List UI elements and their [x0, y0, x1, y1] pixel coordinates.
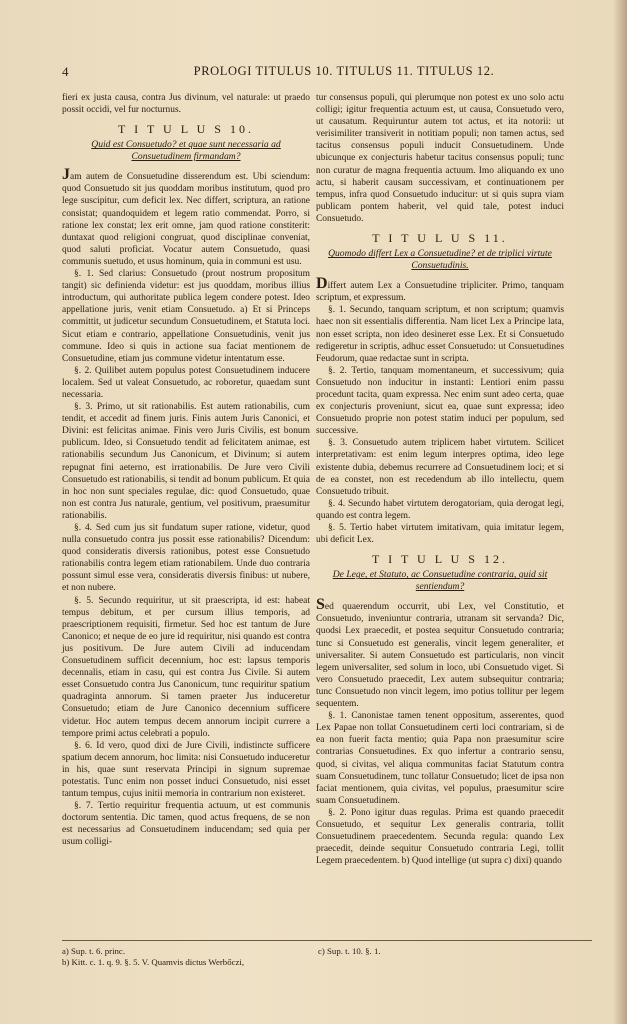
left-column — [62, 92, 310, 849]
footnote-c: c) Sup. t. 10. §. 1. — [318, 946, 381, 956]
title-11-par-5: §. 5. Tertio habet virtutem imitativam, quia imitatur legem, ubi deficit Lex. — [316, 523, 564, 546]
title-11-intro — [316, 275, 564, 304]
title-12-subtitle: De Lege, et Statuto, ac Consuetudine contraria, quid sit sentiendum? — [332, 569, 548, 593]
page-edge-shadow — [613, 0, 627, 1024]
footnotes-left — [62, 946, 312, 968]
right-lead-text: tur consensus populi, qui plerumque non potest ex uno solo actu colligi; igitur frequentia actuum est, ut causa, Consuetudo vero, ut causatum. Requiruntur autem tot actus, et ita notorii: ut verisimiliter transiverit in notitiam populi; non tamen actus, sed tacitus consensus populi inducit Consuetudinem. Unde ubicunque ex conjecturis habetur tacitus consensus populi; tunc non curatur de magna frequentia actuum. Imo aliquando ex uno actu, si haberit causam successivam, et continuationem per tempus, infra quod Consuetudo inducitur: ut si quis supra viam publicam pontem haberit, vel quid tale, potest induci Consuetudo. — [316, 93, 564, 224]
page-header — [62, 64, 592, 82]
footnote-rule — [62, 940, 592, 941]
footnote-a: a) Sup. t. 6. princ. — [62, 946, 126, 956]
title-11-par-3: §. 3. Consuetudo autem triplicem habet virtutem. Scilicet interpretativam: est enim legum interpres optima, ideo lege existente dubia, debemus recurrere ad Consuetudinem loci; et si de ea constet, non est recedendum ab illo intellectu, quem Consuetudo tribuit. — [316, 438, 564, 497]
title-12-par-2: §. 2. Pono igitur duas regulas. Prima est quando praecedit Consuetudo, et sequitur Lex generalis contraria, tollit Consuetudinem praecedentem. Secunda regula: quando Lex praecedit, deinde sequitur Consuetudo contraria Legi, tollit Legem praecedentem. b) Quod intellige (ut supra c) dixi) quando — [316, 807, 564, 867]
title-12-intro — [316, 596, 564, 710]
running-title: PROLOGI TITULUS 10. TITULUS 11. TITULUS 12. — [193, 64, 495, 78]
title-10-par-7: §. 7. Tertio requiritur frequentia actuum, ut est communis doctorum sententia. Dic tamen, quod actus frequens, de se non est necessarius ad Consuetudinem inducendam; sed quia per usum colligi- — [62, 801, 310, 848]
title-10-par-1: §. 1. Sed clarius: Consuetudo (prout nostrum propositum tangit) sic definienda videtur: est jus quoddam, moribus illius introductum, qui authoritate publica legem condere potest. Ideo appellatione juris, venit etiam Consuetudo. a) Et si Princeps committit, ut judicetur secundum Consuetudinem, et Statuta loci. Sicut etiam e contrario, appellatione Consuetudinis, venit jus commune. Ideo si quis in actione sua faciat mentionem de Consuetudine, etiam jus commune videtur intentatum esse. — [62, 269, 310, 364]
footnotes-right — [318, 946, 568, 957]
right-column — [316, 92, 564, 867]
dropcap-j: J — [62, 166, 70, 184]
title-10-subtitle: Quid est Consuetudo? et quae sunt necessaria ad Consuetudinem firmandam? — [91, 139, 281, 163]
title-10-par-5: §. 5. Secundo requiritur, ut sit praescripta, id est: habeat tempus debitum, et per cursum illius temporis, ad praescriptionem requisiti, firmetur. Sed hoc est tantum de Jure Canonico; et neque de eo jure id requiritur, nisi quando est contra jus positivum. De Jure autem Civili ad inducendam Consuetudinem sufficit decennium, hoc est: lapsus temporis decennalis, etiam in casu, qui est contra Jus Civile. Si autem esset Consuetudo contra Jus Canonicum, tunc requiritur spatium quadraginta annorum. Si tamen praeter Jus induceretur Consuetudo; etiam de Jure Canonico decennium sufficere videtur. Hoc autem tempus decem annorum incipit currere a tempore primi actus celebrati a populo. — [62, 595, 310, 739]
title-10-intro — [62, 166, 310, 268]
title-10-par-3: §. 3. Primo, ut sit rationabilis. Est autem rationabilis, cum tendit, et accedit ad finem juris. Finis autem Juris Canonici, et Divini: est felicitas animae. Finis vero Juris Civilis, est bonum publicum. Ideo, si Consuetudo tendit ad felicitatem animae, est rationabilis secundum Jus Canonicum, et Divinum; si autem repugnat fini aeterno, est irrationabilis. De Jure vero Civili Consuetudo est rationabilis, si tendit ad bonum publicum. Et quia in hoc non sunt speciales regulae, dic: quod Consuetudo, quae non est contra Jus naturale, gentium, vel positivum, praesumitur rationabilis. — [62, 402, 310, 521]
title-10-par-4: §. 4. Sed cum jus sit fundatum super ratione, videtur, quod nulla consuetudo contra jus possit esse rationabilis? Dicendum: quod consideratis diversis rationibus, potest esse Consuetudo rationabilis contra legem etiam rationabilem. Unde duo contraria possunt simul esse vera, consideratis diversis finibus: ut nubere, et non nubere. — [62, 523, 310, 594]
title-11-heading: T I T U L U S 11. — [372, 231, 508, 246]
title-12-intro-text: ed quaerendum occurrit, ubi Lex, vel Constitutio, et Consuetudo, inveniuntur contraria, utranam sit servanda? Dic, quodsi Lex praecedit, et postea sequitur Consuetudo contraria; tunc si Consuetudo est generalis, vincit legem generaliter, et universaliter. Si autem Consuetudo est particularis, non vincit legem universaliter, sed solum in loco, ubi Consuetudo viget. Si vero Consuetudo praecedit, Lex autem subsequitur contraria; tunc Consuetudo non vincit legem, imo potius tollitur per legem sequentem. — [316, 602, 564, 710]
footnote-b: b) Kitt. c. 1. q. 9. §. 5. V. Quamvis dictus Werbőczi, — [62, 957, 245, 967]
title-11-par-2: §. 2. Tertio, tanquam momentaneum, et successivum; quia Consuetudo non inducitur in instanti: Lentiori enim passu procedunt tacita, quam expressa. Nec enim sunt adeo certa, quae ex conjecturis proveniunt, sicut ea, quae sunt expressa; ideo Consuetudo proprie non potest statim induci per populum, sed successive. — [316, 365, 564, 437]
title-10-par-2: §. 2. Quilibet autem populus potest Consuetudinem inducere localem. Sed ut valeat Consuetudo, ac roboretur, quaedam sunt necessaria. — [62, 365, 310, 400]
title-11-par-4: §. 4. Secundo habet virtutem derogatoriam, quia derogat legi, quando est contra legem. — [316, 498, 564, 521]
title-12-heading: T I T U L U S 12. — [372, 552, 508, 567]
title-10-intro-text: am autem de Consuetudine disserendum est. Ubi sciendum: quod Consuetudo sit jus quoddam moribus institutum, quod pro lege suscipitur, cum deficit lex. Nec differt, scriptura, an ratione consistat; quandoquidem et legem ratio commendat. Porro, si ratione lex constat; lex erit omne, jam quod ratione constiterit: duntaxat quod religioni congruat, quod disciplinae conveniat, quod saluti proficiat. Vocatur autem Consuetudo, quasi communis suetudo, et usus hominum, quia in communi est usu. — [62, 172, 310, 267]
page-number: 4 — [62, 64, 69, 79]
title-12-par-1: §. 1. Canonistae tamen tenent oppositum, asserentes, quod Lex Papae non tollat Consuetudinem certi loci contrariam, si de ea non fuerit facta mentio; quia Papa non praesumitur scire contrarias Consuetudines. Ex quo infertur a contrario sensu, quod, si civitas, vel aliqua communitas faciat Statutum contra suam Consuetudinem, tunc tollatur Consuetudo; licet de ipsa non faciat mentionem, quia civitas, vel populus, praesumitur scire suam Consuetudinem. — [316, 711, 564, 806]
left-lead-text: fieri ex justa causa, contra Jus divinum, vel naturale: ut praedo possit occidi, vel fur nocturnus. — [62, 93, 310, 116]
title-10-par-6: §. 6. Id vero, quod dixi de Jure Civili, indistincte sufficere spatium decem annorum, hoc limita: nisi Consuetudo induceretur in his, quae sunt reservata Principi in signum supremae potestatis. Tunc enim non posset induci Consuetudo, nisi esset tantum tempus, cujus initii memoria in contrarium non existeret. — [62, 740, 310, 800]
title-10-heading: T I T U L U S 10. — [118, 122, 254, 137]
title-11-par-1: §. 1. Secundo, tanquam scriptum, et non scriptum; quamvis haec non sit essentialis differentia. Nam licet Lex a Principe lata, non esset scripta, non ideo desineret esse Lex. Et si Consuetudo redigeretur in scriptis, adhuc esset Consuetudo: ut Consuetudines Feudorum, quae redactae sunt in scripta. — [316, 305, 564, 364]
title-11-subtitle: Quomodo differt Lex a Consuetudine? et de triplici virtute Consuetudinis. — [328, 248, 552, 272]
title-11-intro-text: iffert autem Lex a Consuetudine tripliciter. Primo, tanquam scriptum, et expressum. — [316, 281, 564, 304]
dropcap-s: S — [316, 596, 325, 614]
dropcap-d: D — [316, 275, 328, 293]
